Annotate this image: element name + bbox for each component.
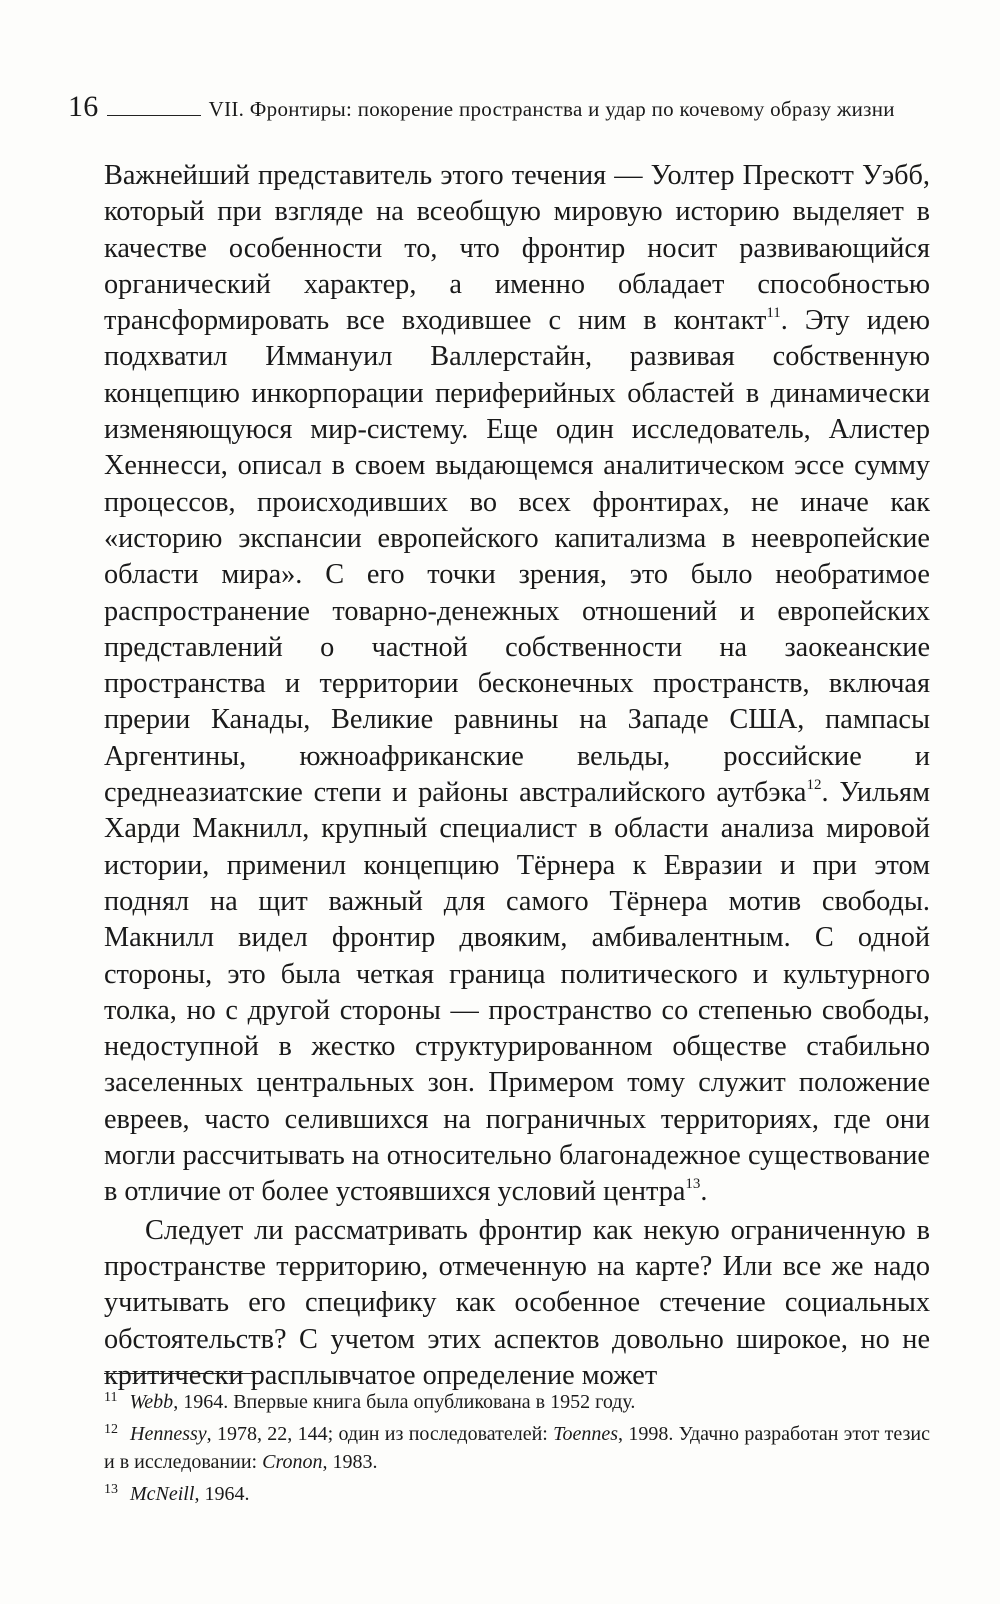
paragraph-text: . Эту идею подхватил Иммануил Валлерстайн, развивая собственную концепцию инкорпорации периферийных областей в динамически изменяющуюся мир-систему. Еще один исследователь, Алистер Хеннесси, описал в своем выдающемся аналитическом эссе сумму процессов, происходивших во всех фронтирах, не иначе как «историю экспансии европейского капитализма в неевропейские области мира». С его точки зрения, это было необратимое распространение товарно-денежных отношений и европейских представлений о частной собственности на заокеанские пространства и территории бесконечных пространств, включая прерии Канады, Великие равнины на Западе США, пампасы Аргентины, южноафриканские вельды, российские и среднеазиатские степи и районы австралийского аутбэка bbox=[104, 305, 930, 809]
footnote-author: Webb bbox=[129, 1391, 174, 1413]
body-text bbox=[104, 158, 930, 1394]
footnote-author: Cronon bbox=[262, 1451, 323, 1473]
paragraph bbox=[104, 158, 930, 1211]
footnote-text: , 1978, 22, 144; один из последователей: bbox=[206, 1423, 554, 1445]
footnote-number: 12 bbox=[104, 1422, 118, 1437]
paragraph-text: Важнейший представитель этого течения — Уолтер Прескотт Уэбб, который при взгляде на всеобщую мировую историю выделяет в качестве особенности то, что фронтир носит развивающийся органический характер, а именно обладает способностью трансформировать все входившее с ним в контакт bbox=[104, 160, 930, 337]
footnote-reference[interactable]: 11 bbox=[766, 305, 781, 322]
running-head bbox=[68, 90, 934, 126]
paragraph: Следует ли рассматривать фронтир как некую ограниченную в пространстве территорию, отмеченную на карте? Или все же надо учитывать его специфику как особенное стечение социальных обстоятельств? С учетом этих аспектов довольно широкое, но не критически расплывчатое определение может bbox=[104, 1214, 930, 1391]
chapter-title: VII. Фронтиры: покорение пространства и удар по кочевому образу жизни bbox=[208, 97, 895, 121]
footnote bbox=[104, 1384, 930, 1416]
footnote-author: McNeill bbox=[130, 1483, 195, 1505]
paragraph-text: . bbox=[700, 1176, 708, 1208]
paragraph-text: . Уильям Харди Макнилл, крупный специалист в области анализа мировой истории, применил концепцию Тёрнера к Евразии и при этом поднял на щит важный для самого Тёрнера мотив свободы. Макнилл видел фронтир двояким, амбивалентным. С одной стороны, это была четкая граница политического и культурного толка, но с другой стороны — пространство со степенью свободы, недоступной в жестко структурированном обществе стабильно заселенных центральных зон. Примером тому служит положение евреев, часто селившихся на пограничных территориях, где они могли рассчитывать на относительно благонадежное существование в отличие от более устоявшихся условий центра bbox=[104, 777, 930, 1208]
footnote-reference[interactable]: 13 bbox=[685, 1176, 701, 1193]
footnote-reference[interactable]: 12 bbox=[806, 777, 822, 794]
footnote-author: Toennes bbox=[553, 1423, 618, 1445]
footnotes bbox=[104, 1384, 930, 1508]
footnote-text: , 1964. Впервые книга была опубликована в 1952 году. bbox=[173, 1391, 636, 1413]
footnote-text: , 1998. Удачно разработан этот тезис и в исследовании: bbox=[104, 1423, 930, 1473]
footnote-number: 11 bbox=[104, 1390, 118, 1405]
footnote bbox=[104, 1416, 930, 1476]
footnote-text: , 1964. bbox=[194, 1483, 250, 1505]
footnote-separator bbox=[104, 1373, 256, 1374]
header-rule bbox=[107, 115, 201, 116]
footnote-number: 13 bbox=[104, 1482, 118, 1497]
footnote bbox=[104, 1476, 930, 1508]
footnote-author: Hennessy bbox=[130, 1423, 207, 1445]
page-number: 16 bbox=[68, 90, 99, 123]
footnote-text: , 1983. bbox=[322, 1451, 378, 1473]
